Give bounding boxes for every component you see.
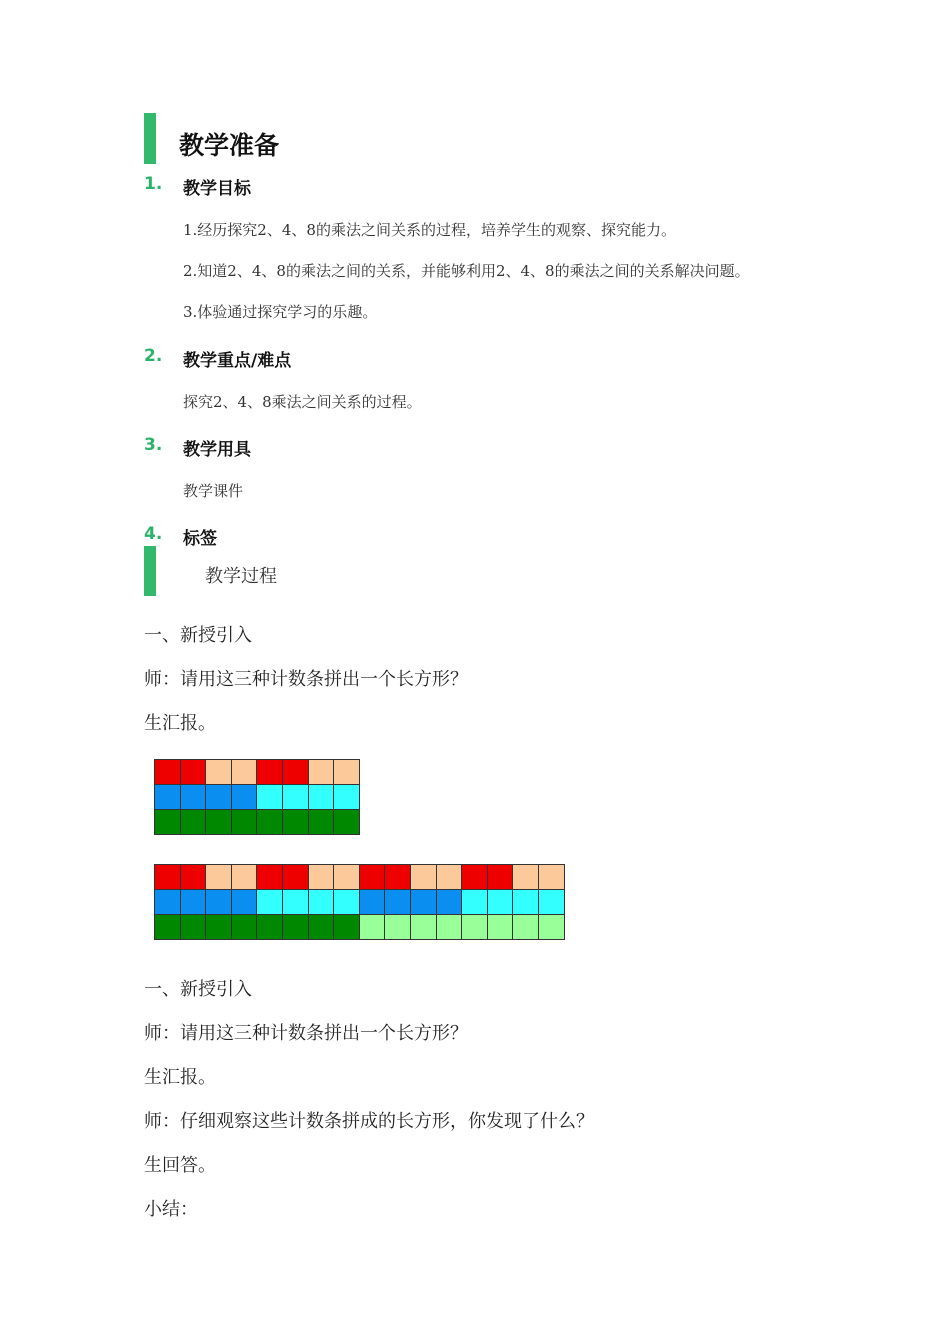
strip-cell-blue [411, 890, 436, 914]
section-heading-goals: 教学目标 [183, 179, 251, 199]
strip-cell-cyan [513, 890, 538, 914]
strip-cell-light-green [437, 915, 462, 939]
strip-cell-peach [334, 760, 359, 784]
strip-cell-green [232, 915, 257, 939]
strip-cell-peach [437, 865, 462, 889]
strip-cell-red [257, 865, 282, 889]
strip-cell-green [155, 915, 180, 939]
strip-cell-red [462, 865, 487, 889]
strip-cell-peach [411, 865, 436, 889]
page-title: 教学准备 [179, 131, 280, 160]
section-number: 3. [144, 435, 163, 455]
strip-cell-red [283, 760, 308, 784]
section-heading-key-points: 教学重点/难点 [183, 351, 292, 371]
strip-cell-peach [232, 865, 257, 889]
process-title: 教学过程 [205, 566, 277, 587]
strip-cell-red [181, 760, 206, 784]
strip-cell-blue [181, 785, 206, 809]
strip-cell-green [334, 915, 359, 939]
strip-cell-peach [334, 865, 359, 889]
strip-cell-blue [437, 890, 462, 914]
strip-cell-blue [155, 890, 180, 914]
strip-cell-red [155, 760, 180, 784]
strip-cell-green [334, 810, 359, 834]
key-point-text: 探究2、4、8乘法之间关系的过程。 [183, 393, 422, 411]
strip-cell-light-green [488, 915, 513, 939]
strip-cell-light-green [385, 915, 410, 939]
process-line: 一、新授引入 [144, 979, 252, 1000]
strip-cell-blue [232, 785, 257, 809]
process-line: 小结： [144, 1199, 198, 1220]
goal-item: 1.经历探究2、4、8的乘法之间关系的过程，培养学生的观察、探究能力。 [183, 221, 676, 239]
section-heading-tools: 教学用具 [183, 440, 251, 460]
strip-cell-peach [232, 760, 257, 784]
section-number: 4. [144, 524, 163, 544]
strip-cell-green [181, 810, 206, 834]
strip-cell-peach [309, 760, 334, 784]
process-line: 生汇报。 [144, 1067, 216, 1088]
strip-cell-red [385, 865, 410, 889]
section-number: 2. [144, 346, 163, 366]
strip-cell-cyan [309, 785, 334, 809]
strip-cell-red [488, 865, 513, 889]
process-line: 生回答。 [144, 1155, 216, 1176]
strip-cell-cyan [334, 890, 359, 914]
strip-cell-cyan [462, 890, 487, 914]
section-number: 1. [144, 174, 163, 194]
strip-cell-red [155, 865, 180, 889]
strip-cell-blue [360, 890, 385, 914]
strip-cell-cyan [257, 785, 282, 809]
strip-cell-light-green [411, 915, 436, 939]
section-accent-bar [144, 546, 156, 596]
strip-cell-cyan [257, 890, 282, 914]
strip-cell-cyan [283, 890, 308, 914]
goal-item: 2.知道2、4、8的乘法之间的关系，并能够利用2、4、8的乘法之间的关系解决问题。 [183, 262, 750, 280]
section-accent-bar [144, 113, 156, 164]
strip-cell-red [283, 865, 308, 889]
counting-strips-figure-small [154, 759, 360, 835]
process-line: 师：请用这三种计数条拼出一个长方形？ [144, 1023, 468, 1044]
strip-cell-peach [206, 760, 231, 784]
strip-cell-peach [206, 865, 231, 889]
strip-cell-red [257, 760, 282, 784]
strip-cell-blue [206, 890, 231, 914]
process-line: 师：仔细观察这些计数条拼成的长方形，你发现了什么？ [144, 1111, 594, 1132]
process-line: 生汇报。 [144, 713, 216, 734]
strip-cell-light-green [360, 915, 385, 939]
strip-cell-light-green [462, 915, 487, 939]
strip-cell-light-green [539, 915, 564, 939]
strip-cell-green [283, 915, 308, 939]
strip-cell-green [309, 810, 334, 834]
process-line: 师：请用这三种计数条拼出一个长方形？ [144, 669, 468, 690]
strip-cell-green [206, 915, 231, 939]
strip-cell-cyan [334, 785, 359, 809]
counting-strips-figure-large [154, 864, 565, 940]
strip-cell-blue [181, 890, 206, 914]
strip-cell-peach [309, 865, 334, 889]
strip-cell-red [360, 865, 385, 889]
section-heading-tags: 标签 [183, 529, 217, 549]
strip-cell-blue [155, 785, 180, 809]
strip-cell-green [257, 810, 282, 834]
strip-cell-peach [513, 865, 538, 889]
tools-text: 教学课件 [183, 482, 244, 500]
strip-cell-peach [539, 865, 564, 889]
strip-cell-light-green [513, 915, 538, 939]
process-line: 一、新授引入 [144, 625, 252, 646]
strip-cell-cyan [283, 785, 308, 809]
strip-cell-green [309, 915, 334, 939]
strip-cell-green [283, 810, 308, 834]
strip-cell-cyan [309, 890, 334, 914]
strip-cell-green [232, 810, 257, 834]
strip-cell-green [257, 915, 282, 939]
strip-cell-green [206, 810, 231, 834]
strip-cell-blue [232, 890, 257, 914]
strip-cell-blue [206, 785, 231, 809]
goal-item: 3.体验通过探究学习的乐趣。 [183, 303, 378, 321]
strip-cell-cyan [488, 890, 513, 914]
strip-cell-green [181, 915, 206, 939]
strip-cell-blue [385, 890, 410, 914]
strip-cell-cyan [539, 890, 564, 914]
strip-cell-green [155, 810, 180, 834]
strip-cell-red [181, 865, 206, 889]
